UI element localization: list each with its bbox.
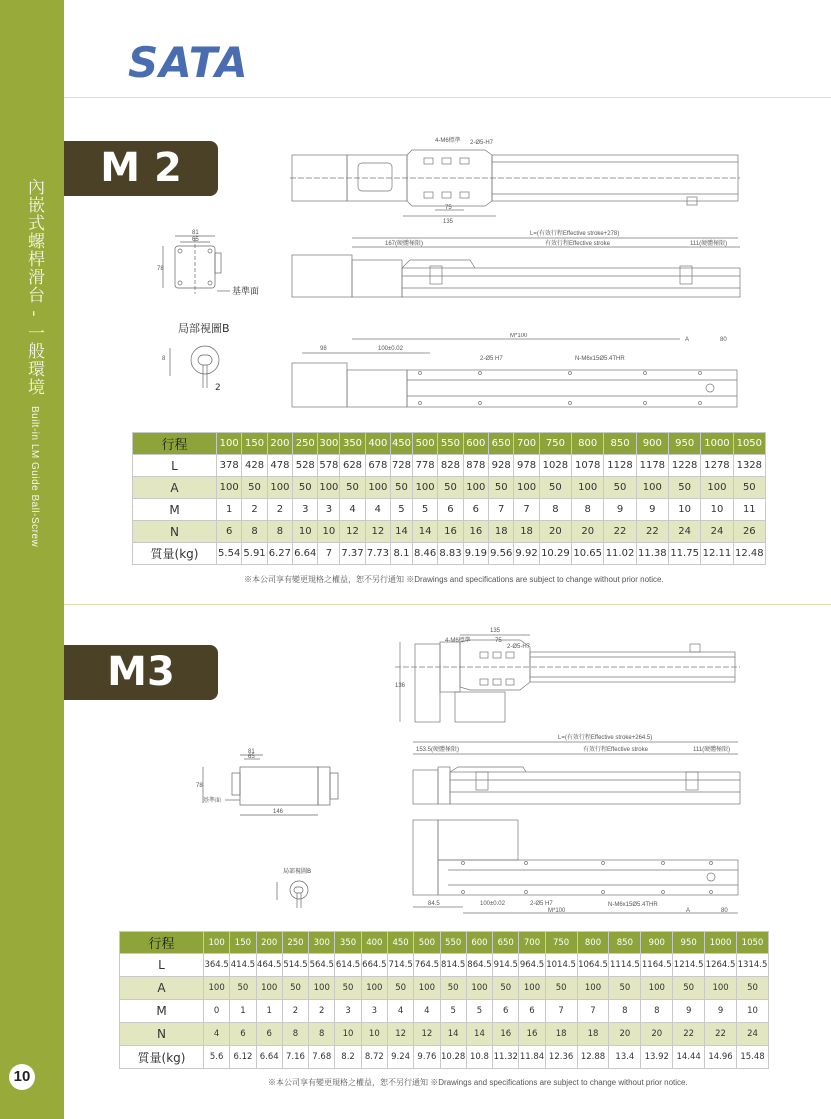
- svg-text:L=(有效行程Effective stroke+264.5): L=(有效行程Effective stroke+264.5): [558, 735, 653, 741]
- m2-top-view-drawing: [290, 132, 740, 232]
- m2-end-view-drawing: [155, 228, 265, 308]
- svg-text:M*100: M*100: [510, 333, 528, 339]
- svg-text:基準面: 基準面: [203, 798, 222, 804]
- table-row: N 4 6 6 8 8 10 10 12 12 14 14 16 16 18 18 20 20 22 22 24: [120, 1023, 769, 1046]
- m2-disclaimer-note: ※本公司享有變更規格之權益，恕不另行通知 ※Drawings and specifications are subject to change without prior notice.: [244, 575, 664, 584]
- table-row: 質量(kg) 5.54 5.91 6.27 6.64 7 7.37 7.73 8.1 8.46 8.83 9.19 9.56 9.92 10.29 10.65 11.02 11.38 11.75 12.11 12.48: [133, 543, 766, 565]
- svg-text:2-Ø5 H7: 2-Ø5 H7: [530, 901, 553, 907]
- table-row: L 364.5 414.5 464.5 514.5 564.5 614.5 664.5 714.5 764.5 814.5 864.5 914.5 964.5 1014.5 1064.5 1114.5 1164.5 1214.5 1264.5 1314.5: [120, 954, 769, 977]
- svg-text:75: 75: [445, 205, 452, 211]
- table-row: M 0 1 1 2 2 3 3 4 4 5 5 6 6 7 7 8 8 9 9 10: [120, 1000, 769, 1023]
- m3-end-view-drawing: [195, 745, 345, 820]
- svg-text:2-Ø5-H7: 2-Ø5-H7: [470, 140, 494, 146]
- svg-text:135: 135: [490, 628, 501, 634]
- svg-text:80: 80: [721, 908, 728, 914]
- svg-text:65: 65: [248, 754, 255, 760]
- svg-text:153.5(硬體極限): 153.5(硬體極限): [416, 747, 460, 753]
- svg-text:84.5: 84.5: [428, 901, 440, 907]
- m3-bottom-view-drawing: [408, 815, 758, 920]
- svg-text:A: A: [686, 908, 691, 914]
- table-row: N 6 8 8 10 10 12 12 14 14 16 16 18 18 20 20 22 22 24 24 26: [133, 521, 766, 543]
- m2-detail-view-drawing: [160, 338, 230, 398]
- m3-side-view-drawing: [408, 732, 748, 807]
- sidebar: [0, 0, 64, 1119]
- m2-spec-table: [132, 432, 766, 565]
- m3-top-view-drawing: [395, 612, 740, 727]
- table-row: 質量(kg) 5.6 6.12 6.64 7.16 7.68 8.2 8.72 9.24 9.76 10.28 10.8 11.32 11.84 12.36 12.88 13.4 13.92 14.44 14.96 15.48: [120, 1046, 769, 1069]
- svg-text:A: A: [685, 337, 690, 343]
- sidebar-title-zh: 內嵌式螺桿滑台 - 一般環境: [24, 178, 44, 396]
- svg-text:4-M6標準: 4-M6標準: [435, 138, 461, 144]
- sidebar-title: [22, 178, 47, 548]
- svg-text:8: 8: [162, 356, 166, 362]
- table-row: A 100 50 100 50 100 50 100 50 100 50 100 50 100 50 100 50 100 50 100 50: [133, 477, 766, 499]
- model-badge-m2: M 2: [64, 141, 218, 196]
- svg-text:135: 135: [443, 219, 454, 225]
- svg-text:N-M6x15Ø5.4THR: N-M6x15Ø5.4THR: [608, 902, 658, 908]
- svg-text:98: 98: [320, 346, 327, 352]
- svg-text:N-M6x15Ø5.4THR: N-M6x15Ø5.4THR: [575, 356, 625, 362]
- svg-text:有效行程Effective stroke: 有效行程Effective stroke: [583, 747, 648, 753]
- m3-detail-view-drawing: [272, 876, 322, 911]
- svg-text:有效行程Effective stroke: 有效行程Effective stroke: [545, 241, 610, 247]
- svg-text:4-M6標準: 4-M6標準: [445, 638, 471, 644]
- svg-text:111(硬體極限): 111(硬體極限): [690, 241, 728, 247]
- svg-text:2-Ø5 H7: 2-Ø5 H7: [480, 356, 503, 362]
- svg-text:100±0.02: 100±0.02: [480, 901, 505, 907]
- svg-text:基準面: 基準面: [232, 287, 260, 297]
- brand-logo: SATA: [128, 38, 249, 87]
- table-row: L 378 428 478 528 578 628 678 728 778 828 878 928 978 1028 1078 1128 1178 1228 1278 1328: [133, 455, 766, 477]
- svg-text:2-Ø5-H7: 2-Ø5-H7: [507, 644, 531, 650]
- svg-text:81: 81: [248, 749, 255, 755]
- m3-spec-table: [119, 931, 769, 1069]
- m3-detail-title: 局部視圖B: [283, 868, 312, 875]
- svg-text:167(硬體極限): 167(硬體極限): [385, 241, 424, 247]
- svg-text:146: 146: [273, 809, 284, 815]
- svg-text:80: 80: [720, 337, 727, 343]
- svg-text:L=(有效行程Effective stroke+278): L=(有效行程Effective stroke+278): [530, 231, 620, 237]
- svg-text:111(硬體極限): 111(硬體極限): [693, 747, 731, 753]
- page-number: 10: [9, 1064, 35, 1090]
- svg-text:78: 78: [157, 266, 164, 272]
- divider: [64, 604, 831, 605]
- m3-disclaimer-note: ※本公司享有變更規格之權益，恕不另行通知 ※Drawings and specifications are subject to change without prior notice.: [268, 1078, 688, 1087]
- table-row: M 1 2 2 3 3 4 4 5 5 6 6 7 7 8 8 9 9 10 10 11: [133, 499, 766, 521]
- svg-text:136: 136: [395, 683, 406, 689]
- m2-detail-title: 局部視圖B: [178, 322, 230, 335]
- divider: [64, 97, 831, 98]
- svg-text:2: 2: [215, 383, 221, 393]
- m2-bottom-view-drawing: [290, 333, 770, 415]
- svg-text:81: 81: [192, 230, 199, 236]
- table-header-row: 行程 100 150 200 250 300 350 400 450 500 550 600 650 700 750 800 850 900 950 1000 1050: [133, 433, 766, 455]
- sidebar-title-en: Built-in LM Guide Ball-Screw: [29, 406, 40, 548]
- svg-text:78: 78: [196, 783, 203, 789]
- svg-text:65: 65: [192, 237, 199, 243]
- table-header-row: 行程 100 150 200 250 300 350 400 450 500 550 600 650 700 750 800 850 900 950 1000 1050: [120, 932, 769, 954]
- svg-text:M*100: M*100: [548, 908, 566, 914]
- svg-text:75: 75: [495, 638, 502, 644]
- table-row: A 100 50 100 50 100 50 100 50 100 50 100 50 100 50 100 50 100 50 100 50: [120, 977, 769, 1000]
- model-badge-m3: M3: [64, 645, 218, 700]
- m2-side-view-drawing: [290, 228, 750, 300]
- svg-text:100±0.02: 100±0.02: [378, 346, 403, 352]
